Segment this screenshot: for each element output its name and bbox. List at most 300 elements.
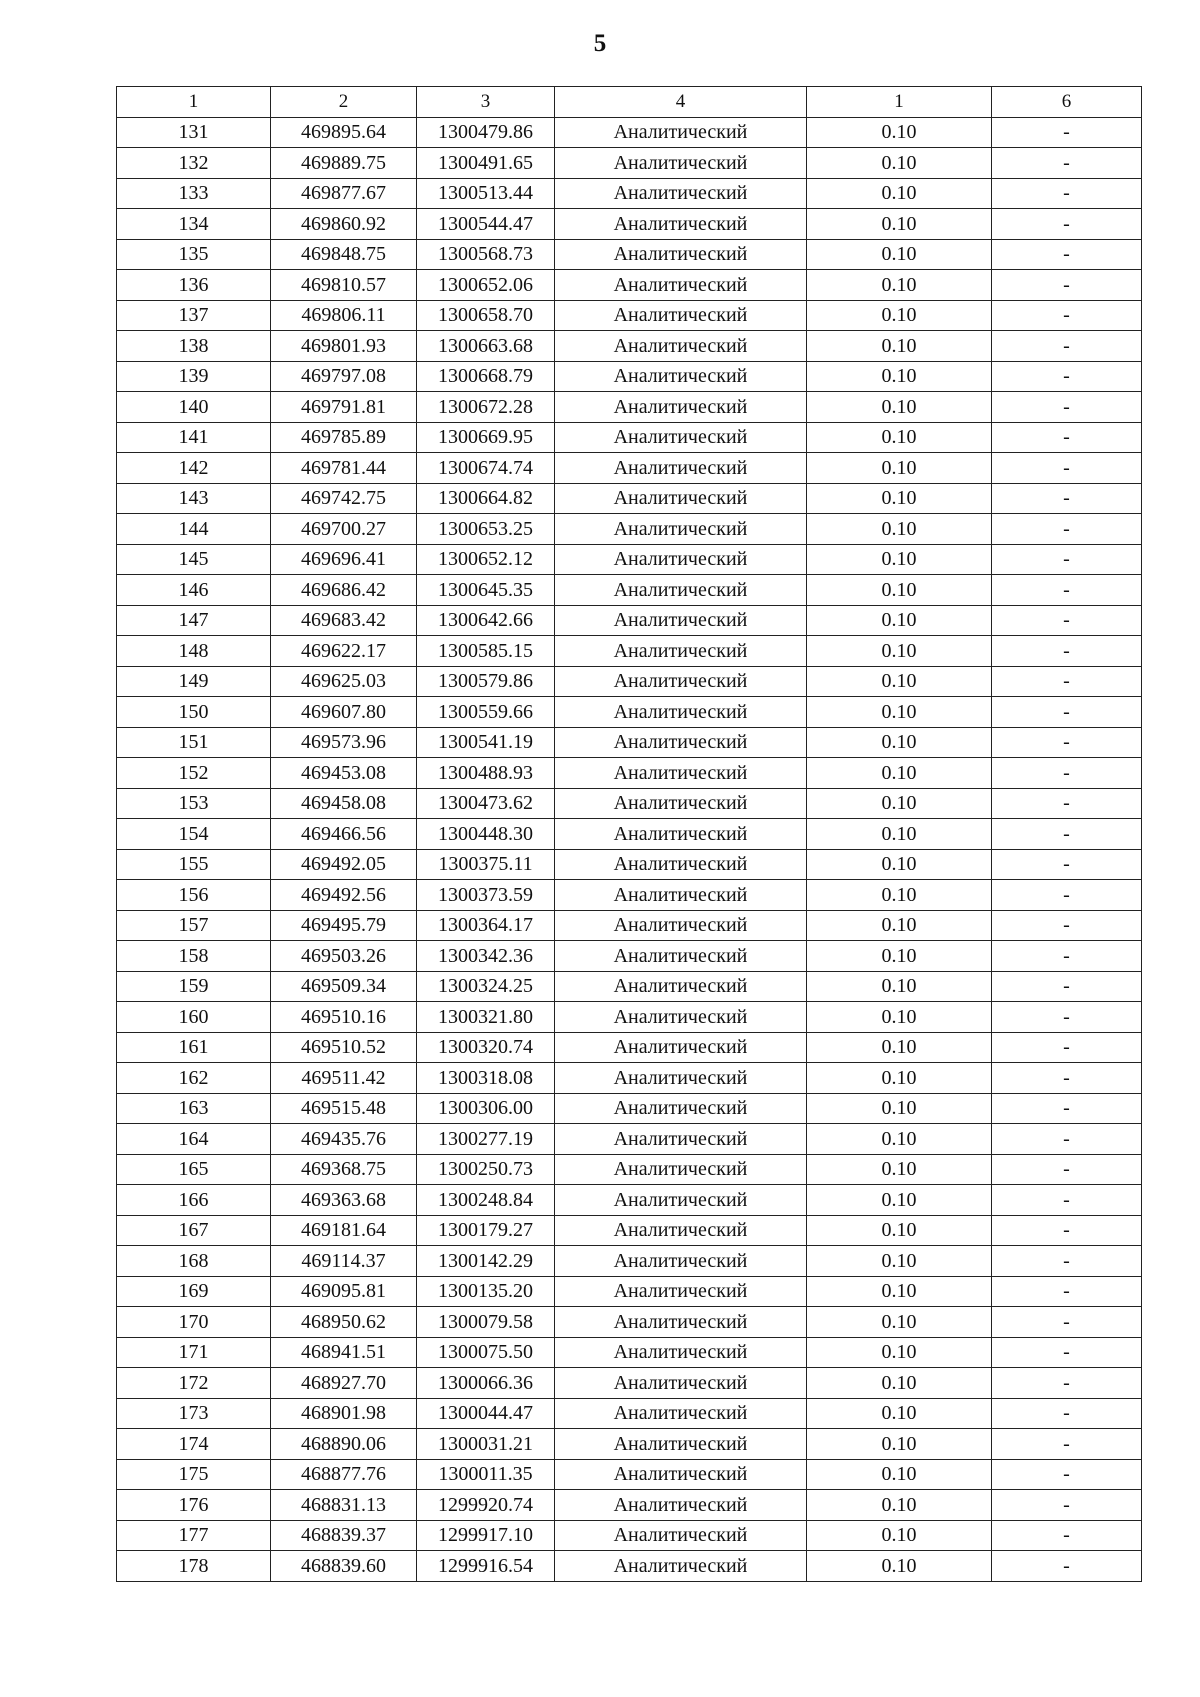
method-cell: Аналитический	[555, 1520, 807, 1551]
accuracy-cell: 0.10	[807, 300, 992, 331]
point-number-cell: 169	[117, 1276, 271, 1307]
point-number-cell: 161	[117, 1032, 271, 1063]
note-cell: -	[992, 971, 1142, 1002]
x-coordinate-cell: 468927.70	[271, 1368, 417, 1399]
point-number-cell: 167	[117, 1215, 271, 1246]
method-cell: Аналитический	[555, 1093, 807, 1124]
column-header: 1	[807, 87, 992, 118]
x-coordinate-cell: 468941.51	[271, 1337, 417, 1368]
point-number-cell: 151	[117, 727, 271, 758]
point-number-cell: 154	[117, 819, 271, 850]
x-coordinate-cell: 469848.75	[271, 239, 417, 270]
y-coordinate-cell: 1300491.65	[417, 148, 555, 179]
accuracy-cell: 0.10	[807, 636, 992, 667]
table-row	[117, 1215, 1142, 1246]
note-cell: -	[992, 697, 1142, 728]
accuracy-cell: 0.10	[807, 1429, 992, 1460]
method-cell: Аналитический	[555, 1185, 807, 1216]
note-cell: -	[992, 1337, 1142, 1368]
table-row	[117, 483, 1142, 514]
method-cell: Аналитический	[555, 1032, 807, 1063]
y-coordinate-cell: 1300544.47	[417, 209, 555, 240]
note-cell: -	[992, 1246, 1142, 1277]
method-cell: Аналитический	[555, 605, 807, 636]
point-number-cell: 164	[117, 1124, 271, 1155]
point-number-cell: 174	[117, 1429, 271, 1460]
table-row	[117, 331, 1142, 362]
note-cell: -	[992, 1093, 1142, 1124]
y-coordinate-cell: 1300668.79	[417, 361, 555, 392]
accuracy-cell: 0.10	[807, 1124, 992, 1155]
y-coordinate-cell: 1299920.74	[417, 1490, 555, 1521]
table-row	[117, 758, 1142, 789]
accuracy-cell: 0.10	[807, 117, 992, 148]
page-number: 5	[593, 30, 607, 57]
y-coordinate-cell: 1300321.80	[417, 1002, 555, 1033]
y-coordinate-cell: 1300669.95	[417, 422, 555, 453]
point-number-cell: 158	[117, 941, 271, 972]
x-coordinate-cell: 469435.76	[271, 1124, 417, 1155]
y-coordinate-cell: 1300479.86	[417, 117, 555, 148]
column-header: 4	[555, 87, 807, 118]
point-number-cell: 138	[117, 331, 271, 362]
note-cell: -	[992, 1124, 1142, 1155]
table-row	[117, 1093, 1142, 1124]
table-row	[117, 1002, 1142, 1033]
method-cell: Аналитический	[555, 636, 807, 667]
point-number-cell: 132	[117, 148, 271, 179]
accuracy-cell: 0.10	[807, 239, 992, 270]
method-cell: Аналитический	[555, 575, 807, 606]
point-number-cell: 140	[117, 392, 271, 423]
x-coordinate-cell: 469511.42	[271, 1063, 417, 1094]
x-coordinate-cell: 469114.37	[271, 1246, 417, 1277]
accuracy-cell: 0.10	[807, 1154, 992, 1185]
method-cell: Аналитический	[555, 117, 807, 148]
accuracy-cell: 0.10	[807, 819, 992, 850]
note-cell: -	[992, 544, 1142, 575]
x-coordinate-cell: 469895.64	[271, 117, 417, 148]
y-coordinate-cell: 1300652.12	[417, 544, 555, 575]
method-cell: Аналитический	[555, 1124, 807, 1155]
method-cell: Аналитический	[555, 148, 807, 179]
table-row	[117, 1398, 1142, 1429]
method-cell: Аналитический	[555, 300, 807, 331]
table-row	[117, 1063, 1142, 1094]
note-cell: -	[992, 666, 1142, 697]
point-number-cell: 159	[117, 971, 271, 1002]
x-coordinate-cell: 469686.42	[271, 575, 417, 606]
point-number-cell: 134	[117, 209, 271, 240]
method-cell: Аналитический	[555, 422, 807, 453]
y-coordinate-cell: 1300663.68	[417, 331, 555, 362]
x-coordinate-cell: 468839.37	[271, 1520, 417, 1551]
y-coordinate-cell: 1300672.28	[417, 392, 555, 423]
x-coordinate-cell: 469181.64	[271, 1215, 417, 1246]
table-row	[117, 1368, 1142, 1399]
accuracy-cell: 0.10	[807, 1002, 992, 1033]
accuracy-cell: 0.10	[807, 697, 992, 728]
accuracy-cell: 0.10	[807, 849, 992, 880]
point-number-cell: 160	[117, 1002, 271, 1033]
y-coordinate-cell: 1300513.44	[417, 178, 555, 209]
y-coordinate-cell: 1300541.19	[417, 727, 555, 758]
y-coordinate-cell: 1299916.54	[417, 1551, 555, 1582]
note-cell: -	[992, 117, 1142, 148]
accuracy-cell: 0.10	[807, 971, 992, 1002]
note-cell: -	[992, 1002, 1142, 1033]
method-cell: Аналитический	[555, 361, 807, 392]
table-row	[117, 453, 1142, 484]
note-cell: -	[992, 270, 1142, 301]
note-cell: -	[992, 1520, 1142, 1551]
y-coordinate-cell: 1300079.58	[417, 1307, 555, 1338]
method-cell: Аналитический	[555, 849, 807, 880]
note-cell: -	[992, 849, 1142, 880]
accuracy-cell: 0.10	[807, 331, 992, 362]
table-row	[117, 148, 1142, 179]
table-row	[117, 361, 1142, 392]
note-cell: -	[992, 1368, 1142, 1399]
table-row	[117, 1337, 1142, 1368]
y-coordinate-cell: 1300324.25	[417, 971, 555, 1002]
table-row	[117, 1429, 1142, 1460]
accuracy-cell: 0.10	[807, 1368, 992, 1399]
method-cell: Аналитический	[555, 239, 807, 270]
method-cell: Аналитический	[555, 483, 807, 514]
y-coordinate-cell: 1300473.62	[417, 788, 555, 819]
point-number-cell: 155	[117, 849, 271, 880]
x-coordinate-cell: 469700.27	[271, 514, 417, 545]
table-row	[117, 666, 1142, 697]
note-cell: -	[992, 880, 1142, 911]
accuracy-cell: 0.10	[807, 453, 992, 484]
table-row	[117, 300, 1142, 331]
x-coordinate-cell: 469495.79	[271, 910, 417, 941]
x-coordinate-cell: 469503.26	[271, 941, 417, 972]
x-coordinate-cell: 469742.75	[271, 483, 417, 514]
point-number-cell: 133	[117, 178, 271, 209]
accuracy-cell: 0.10	[807, 270, 992, 301]
x-coordinate-cell: 469810.57	[271, 270, 417, 301]
method-cell: Аналитический	[555, 697, 807, 728]
accuracy-cell: 0.10	[807, 1246, 992, 1277]
y-coordinate-cell: 1300044.47	[417, 1398, 555, 1429]
note-cell: -	[992, 1459, 1142, 1490]
point-number-cell: 148	[117, 636, 271, 667]
accuracy-cell: 0.10	[807, 1490, 992, 1521]
accuracy-cell: 0.10	[807, 758, 992, 789]
method-cell: Аналитический	[555, 1154, 807, 1185]
method-cell: Аналитический	[555, 788, 807, 819]
x-coordinate-cell: 469806.11	[271, 300, 417, 331]
note-cell: -	[992, 1429, 1142, 1460]
y-coordinate-cell: 1300342.36	[417, 941, 555, 972]
table-body	[117, 87, 1142, 1582]
x-coordinate-cell: 469095.81	[271, 1276, 417, 1307]
point-number-cell: 144	[117, 514, 271, 545]
x-coordinate-cell: 468950.62	[271, 1307, 417, 1338]
accuracy-cell: 0.10	[807, 910, 992, 941]
y-coordinate-cell: 1300306.00	[417, 1093, 555, 1124]
point-number-cell: 176	[117, 1490, 271, 1521]
accuracy-cell: 0.10	[807, 605, 992, 636]
note-cell: -	[992, 300, 1142, 331]
accuracy-cell: 0.10	[807, 1093, 992, 1124]
method-cell: Аналитический	[555, 727, 807, 758]
x-coordinate-cell: 469509.34	[271, 971, 417, 1002]
accuracy-cell: 0.10	[807, 1398, 992, 1429]
x-coordinate-cell: 469801.93	[271, 331, 417, 362]
table-row	[117, 1551, 1142, 1582]
accuracy-cell: 0.10	[807, 1032, 992, 1063]
table-row	[117, 819, 1142, 850]
point-number-cell: 150	[117, 697, 271, 728]
accuracy-cell: 0.10	[807, 483, 992, 514]
x-coordinate-cell: 469860.92	[271, 209, 417, 240]
table-row	[117, 1490, 1142, 1521]
y-coordinate-cell: 1300248.84	[417, 1185, 555, 1216]
y-coordinate-cell: 1299917.10	[417, 1520, 555, 1551]
table-row	[117, 1185, 1142, 1216]
method-cell: Аналитический	[555, 1063, 807, 1094]
note-cell: -	[992, 453, 1142, 484]
note-cell: -	[992, 575, 1142, 606]
accuracy-cell: 0.10	[807, 209, 992, 240]
note-cell: -	[992, 1185, 1142, 1216]
point-number-cell: 131	[117, 117, 271, 148]
column-header: 6	[992, 87, 1142, 118]
x-coordinate-cell: 469877.67	[271, 178, 417, 209]
x-coordinate-cell: 468901.98	[271, 1398, 417, 1429]
table-row	[117, 422, 1142, 453]
x-coordinate-cell: 469363.68	[271, 1185, 417, 1216]
y-coordinate-cell: 1300373.59	[417, 880, 555, 911]
table-row	[117, 270, 1142, 301]
accuracy-cell: 0.10	[807, 1185, 992, 1216]
table-row	[117, 1459, 1142, 1490]
method-cell: Аналитический	[555, 209, 807, 240]
point-number-cell: 153	[117, 788, 271, 819]
accuracy-cell: 0.10	[807, 1063, 992, 1094]
note-cell: -	[992, 392, 1142, 423]
y-coordinate-cell: 1300135.20	[417, 1276, 555, 1307]
table-row	[117, 605, 1142, 636]
note-cell: -	[992, 1154, 1142, 1185]
point-number-cell: 137	[117, 300, 271, 331]
point-number-cell: 156	[117, 880, 271, 911]
accuracy-cell: 0.10	[807, 1276, 992, 1307]
accuracy-cell: 0.10	[807, 1520, 992, 1551]
table-row	[117, 971, 1142, 1002]
y-coordinate-cell: 1300568.73	[417, 239, 555, 270]
y-coordinate-cell: 1300179.27	[417, 1215, 555, 1246]
x-coordinate-cell: 469573.96	[271, 727, 417, 758]
accuracy-cell: 0.10	[807, 361, 992, 392]
method-cell: Аналитический	[555, 1551, 807, 1582]
y-coordinate-cell: 1300488.93	[417, 758, 555, 789]
method-cell: Аналитический	[555, 392, 807, 423]
note-cell: -	[992, 636, 1142, 667]
method-cell: Аналитический	[555, 1429, 807, 1460]
note-cell: -	[992, 1215, 1142, 1246]
y-coordinate-cell: 1300585.15	[417, 636, 555, 667]
point-number-cell: 157	[117, 910, 271, 941]
point-number-cell: 168	[117, 1246, 271, 1277]
note-cell: -	[992, 422, 1142, 453]
note-cell: -	[992, 1032, 1142, 1063]
method-cell: Аналитический	[555, 1307, 807, 1338]
table-row	[117, 1520, 1142, 1551]
y-coordinate-cell: 1300318.08	[417, 1063, 555, 1094]
method-cell: Аналитический	[555, 178, 807, 209]
y-coordinate-cell: 1300674.74	[417, 453, 555, 484]
accuracy-cell: 0.10	[807, 392, 992, 423]
x-coordinate-cell: 469492.56	[271, 880, 417, 911]
method-cell: Аналитический	[555, 1002, 807, 1033]
coordinates-table	[116, 86, 1142, 1582]
point-number-cell: 143	[117, 483, 271, 514]
x-coordinate-cell: 468831.13	[271, 1490, 417, 1521]
x-coordinate-cell: 469625.03	[271, 666, 417, 697]
y-coordinate-cell: 1300579.86	[417, 666, 555, 697]
table-row	[117, 239, 1142, 270]
note-cell: -	[992, 1398, 1142, 1429]
point-number-cell: 141	[117, 422, 271, 453]
note-cell: -	[992, 910, 1142, 941]
column-header: 3	[417, 87, 555, 118]
y-coordinate-cell: 1300250.73	[417, 1154, 555, 1185]
accuracy-cell: 0.10	[807, 788, 992, 819]
method-cell: Аналитический	[555, 941, 807, 972]
table-row	[117, 849, 1142, 880]
y-coordinate-cell: 1300664.82	[417, 483, 555, 514]
x-coordinate-cell: 469368.75	[271, 1154, 417, 1185]
x-coordinate-cell: 468839.60	[271, 1551, 417, 1582]
x-coordinate-cell: 469515.48	[271, 1093, 417, 1124]
table-row	[117, 697, 1142, 728]
point-number-cell: 171	[117, 1337, 271, 1368]
note-cell: -	[992, 331, 1142, 362]
point-number-cell: 177	[117, 1520, 271, 1551]
x-coordinate-cell: 469466.56	[271, 819, 417, 850]
y-coordinate-cell: 1300559.66	[417, 697, 555, 728]
method-cell: Аналитический	[555, 910, 807, 941]
x-coordinate-cell: 469492.05	[271, 849, 417, 880]
table-row	[117, 910, 1142, 941]
x-coordinate-cell: 469791.81	[271, 392, 417, 423]
note-cell: -	[992, 1551, 1142, 1582]
point-number-cell: 136	[117, 270, 271, 301]
accuracy-cell: 0.10	[807, 178, 992, 209]
note-cell: -	[992, 483, 1142, 514]
x-coordinate-cell: 469622.17	[271, 636, 417, 667]
table-header-row	[117, 87, 1142, 118]
accuracy-cell: 0.10	[807, 941, 992, 972]
x-coordinate-cell: 469683.42	[271, 605, 417, 636]
table-row	[117, 1124, 1142, 1155]
method-cell: Аналитический	[555, 971, 807, 1002]
note-cell: -	[992, 1276, 1142, 1307]
x-coordinate-cell: 469889.75	[271, 148, 417, 179]
method-cell: Аналитический	[555, 1490, 807, 1521]
y-coordinate-cell: 1300066.36	[417, 1368, 555, 1399]
table-row	[117, 514, 1142, 545]
point-number-cell: 147	[117, 605, 271, 636]
y-coordinate-cell: 1300142.29	[417, 1246, 555, 1277]
accuracy-cell: 0.10	[807, 1551, 992, 1582]
y-coordinate-cell: 1300658.70	[417, 300, 555, 331]
y-coordinate-cell: 1300277.19	[417, 1124, 555, 1155]
x-coordinate-cell: 469458.08	[271, 788, 417, 819]
table-row	[117, 1032, 1142, 1063]
table-row	[117, 209, 1142, 240]
column-header: 1	[117, 87, 271, 118]
method-cell: Аналитический	[555, 331, 807, 362]
accuracy-cell: 0.10	[807, 1459, 992, 1490]
point-number-cell: 146	[117, 575, 271, 606]
note-cell: -	[992, 941, 1142, 972]
y-coordinate-cell: 1300031.21	[417, 1429, 555, 1460]
point-number-cell: 135	[117, 239, 271, 270]
accuracy-cell: 0.10	[807, 544, 992, 575]
note-cell: -	[992, 209, 1142, 240]
note-cell: -	[992, 1307, 1142, 1338]
x-coordinate-cell: 469510.16	[271, 1002, 417, 1033]
note-cell: -	[992, 514, 1142, 545]
y-coordinate-cell: 1300642.66	[417, 605, 555, 636]
accuracy-cell: 0.10	[807, 1215, 992, 1246]
note-cell: -	[992, 758, 1142, 789]
table-row	[117, 788, 1142, 819]
point-number-cell: 175	[117, 1459, 271, 1490]
point-number-cell: 170	[117, 1307, 271, 1338]
y-coordinate-cell: 1300653.25	[417, 514, 555, 545]
table-row	[117, 1276, 1142, 1307]
accuracy-cell: 0.10	[807, 880, 992, 911]
note-cell: -	[992, 727, 1142, 758]
point-number-cell: 178	[117, 1551, 271, 1582]
y-coordinate-cell: 1300075.50	[417, 1337, 555, 1368]
table-row	[117, 941, 1142, 972]
point-number-cell: 173	[117, 1398, 271, 1429]
table-row	[117, 544, 1142, 575]
method-cell: Аналитический	[555, 666, 807, 697]
table-row	[117, 392, 1142, 423]
note-cell: -	[992, 1490, 1142, 1521]
table-row	[117, 636, 1142, 667]
accuracy-cell: 0.10	[807, 1307, 992, 1338]
note-cell: -	[992, 1063, 1142, 1094]
x-coordinate-cell: 469785.89	[271, 422, 417, 453]
point-number-cell: 152	[117, 758, 271, 789]
note-cell: -	[992, 788, 1142, 819]
y-coordinate-cell: 1300320.74	[417, 1032, 555, 1063]
point-number-cell: 166	[117, 1185, 271, 1216]
point-number-cell: 172	[117, 1368, 271, 1399]
x-coordinate-cell: 469696.41	[271, 544, 417, 575]
y-coordinate-cell: 1300375.11	[417, 849, 555, 880]
column-header: 2	[271, 87, 417, 118]
table-row	[117, 1154, 1142, 1185]
x-coordinate-cell: 469607.80	[271, 697, 417, 728]
accuracy-cell: 0.10	[807, 727, 992, 758]
method-cell: Аналитический	[555, 1246, 807, 1277]
y-coordinate-cell: 1300645.35	[417, 575, 555, 606]
y-coordinate-cell: 1300652.06	[417, 270, 555, 301]
note-cell: -	[992, 605, 1142, 636]
accuracy-cell: 0.10	[807, 422, 992, 453]
